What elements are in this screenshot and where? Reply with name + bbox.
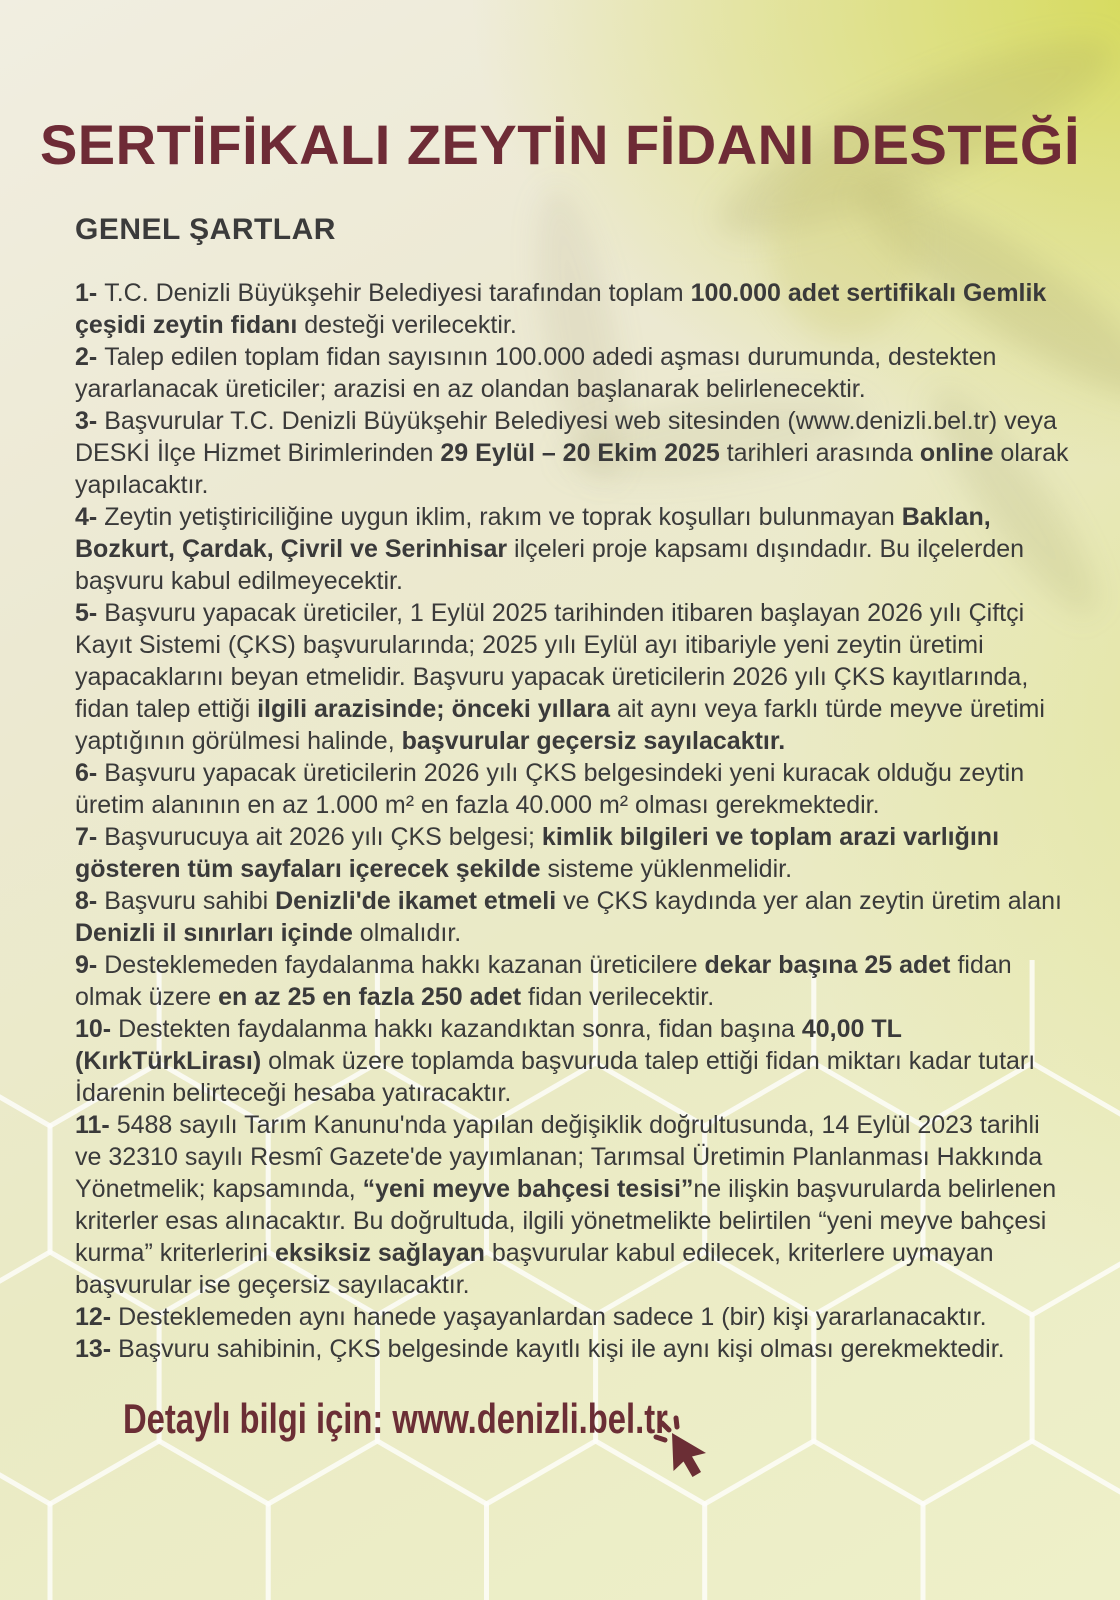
condition-item-4: 4- Zeytin yetiştiriciliğine uygun iklim, rakım ve toprak koşulları bulunmayan Baklan, Bozkurt, Çardak, Çivril ve Serinhisar ilçeleri proje kapsamı dışındadır. Bu ilçelerden başvuru kabul edilmeyecektir. [75, 503, 1025, 595]
footer [123, 1395, 1120, 1487]
condition-item-12: 12- Desteklemeden aynı hanede yaşayanlardan sadece 1 (bir) kişi yararlanacaktır. [75, 1303, 987, 1331]
section-heading: GENEL ŞARTLAR [75, 213, 336, 246]
condition-item-3: 3- Başvurular T.C. Denizli Büyükşehir Belediyesi web sitesinden (www.denizli.bel.tr) veya DESKİ İlçe Hizmet Birimlerinden 29 Eylül – 20 Ekim 2025 tarihleri arasında online olarak yapılacaktır. [75, 407, 1069, 499]
condition-item-9: 9- Desteklemeden faydalanma hakkı kazanan üreticilere dekar başına 25 adet fidan olmak üzere en az 25 en fazla 250 adet fidan verilecektir. [75, 951, 1012, 1011]
condition-item-11: 11- 5488 sayılı Tarım Kanunu'nda yapılan değişiklik doğrultusunda, 14 Eylül 2023 tarihli ve 32310 sayılı Resmî Gazete'de yayımlanan; Tarımsal Üretimin Planlanması Hakkında Yönetmelik; kapsamında, “yeni meyve bahçesi tesisi”ne ilişkin başvurularda belirlenen kriterler esas alınacaktır. Bu doğrultuda, ilgili yönetmelikte belirtilen “yeni meyve bahçesi kurma” kriterlerini eksiksiz sağlayan başvurular kabul edilecek, kriterlere uymayan başvurular ise geçersiz sayılacaktır. [75, 1111, 1057, 1299]
condition-item-2: 2- Talep edilen toplam fidan sayısının 100.000 adedi aşması durumunda, destekten yararlanacak üreticiler; arazisi en az olandan başlanarak belirlenecektir. [75, 343, 997, 403]
condition-item-1: 1- T.C. Denizli Büyükşehir Belediyesi tarafından toplam 100.000 adet sertifikalı Gemlik çeşidi zeytin fidanı desteği verilecektir. [75, 279, 1047, 339]
condition-item-13: 13- Başvuru sahibinin, ÇKS belgesinde kayıtlı kişi ile aynı kişi olması gerekmektedir. [75, 1335, 1005, 1363]
condition-item-10: 10- Destekten faydalanma hakkı kazandıktan sonra, fidan başına 40,00 TL (KırkTürkLirası) olmak üzere toplamda başvuruda talep ettiği fidan miktarı kadar tutarı İdarenin belirteceği hesaba yatıracaktır. [75, 1015, 1036, 1107]
conditions-list [75, 277, 1070, 1365]
condition-item-8: 8- Başvuru sahibi Denizli'de ikamet etmeli ve ÇKS kaydında yer alan zeytin üretim alanı Denizli il sınırları içinde olmalıdır. [75, 887, 1062, 947]
page-title: SERTİFİKALI ZEYTİN FİDANI DESTEĞİ [39, 113, 1081, 176]
footer-info-link[interactable]: Detaylı bilgi için: www.denizli.bel.tr [123, 1395, 668, 1442]
condition-item-6: 6- Başvuru yapacak üreticilerin 2026 yılı ÇKS belgesindeki yeni kuracak olduğu zeytin üretim alanının en az 1.000 m² en fazla 40.000 m² olması gerekmektedir. [75, 759, 1025, 819]
condition-item-5: 5- Başvuru yapacak üreticiler, 1 Eylül 2025 tarihinden itibaren başlayan 2026 yılı Çiftçi Kayıt Sistemi (ÇKS) başvurularında; 2025 yılı Eylül ayı itibariyle yeni zeytin üretimi yapacaklarını beyan etmelidir. Başvuru yapacak üreticilerin 2026 yılı ÇKS kayıtlarında, fidan talep ettiği ilgili arazisinde; önceki yıllara ait aynı veya farklı türde meyve üretimi yaptığının görülmesi halinde, başvurular geçersiz sayılacaktır. [75, 599, 1045, 755]
condition-item-7: 7- Başvurucuya ait 2026 yılı ÇKS belgesi; kimlik bilgileri ve toplam arazi varlığını gösteren tüm sayfaları içerecek şekilde sisteme yüklenmelidir. [75, 823, 1000, 883]
